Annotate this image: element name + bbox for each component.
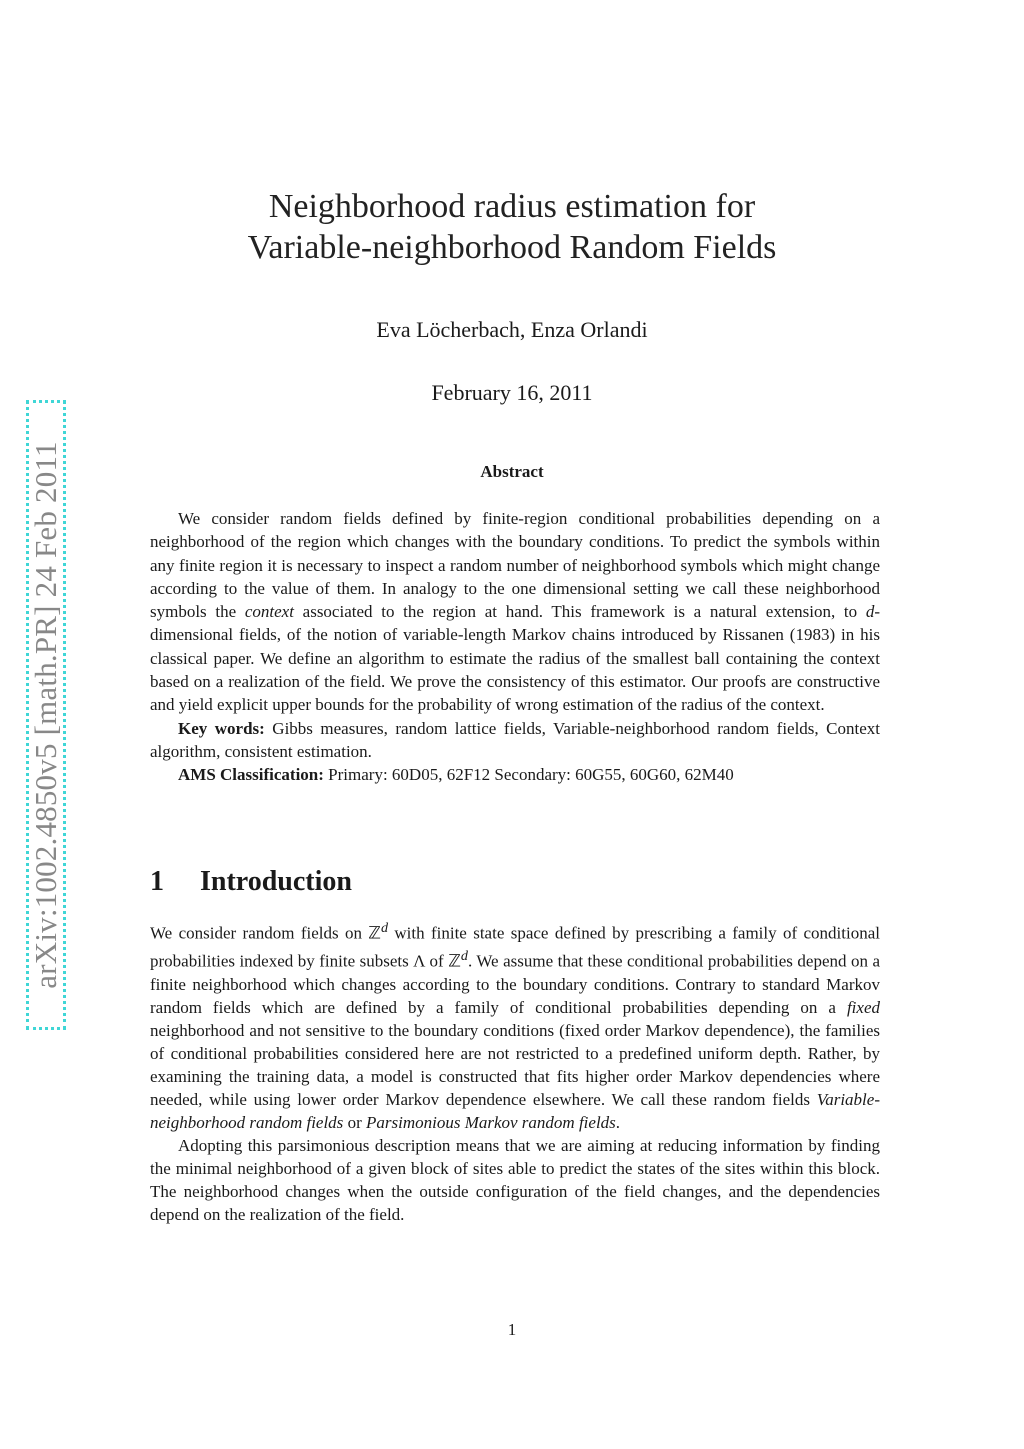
introduction-body — [150, 917, 880, 1227]
title-line-2: Variable-neighborhood Random Fields — [247, 229, 777, 266]
intro-text: with finite state space defined by prescribing a family of conditional probabilities indexed by finite subsets Λ of — [150, 923, 880, 971]
abstract-body — [150, 507, 880, 787]
abstract-heading: Abstract — [480, 462, 544, 481]
keywords-text: Gibbs measures, random lattice fields, Variable-neighborhood random fields, Context algorithm, consistent estimation. — [150, 718, 880, 761]
math-Z: ℤ — [448, 951, 461, 971]
date: February 16, 2011 — [431, 380, 593, 405]
section-number: 1 — [150, 866, 164, 897]
authors: Eva Löcherbach, Enza Orlandi — [376, 317, 648, 342]
emphasis-vnrf: Variable-neighborhood random fields — [150, 1089, 880, 1133]
math-d: d — [380, 920, 389, 936]
abstract-paragraph — [150, 507, 880, 717]
emphasis-fixed: fixed — [846, 997, 880, 1017]
intro-text: . — [615, 1113, 621, 1133]
intro-text: We consider random fields on — [150, 923, 369, 943]
intro-paragraph-1 — [150, 917, 880, 1134]
paper-title — [0, 186, 1024, 268]
title-line-1: Neighborhood radius estimation for — [268, 188, 756, 225]
section-heading — [150, 866, 352, 898]
abstract-text: associated to the region at hand. This framework is a natural extension, to — [293, 602, 866, 622]
ams-label: AMS Classification: — [178, 765, 324, 785]
abstract-text: We consider random fields defined by finite-region conditional probabilities depending on a neighborhood of the region which changes with the boundary conditions. To predict the symbols within any finite region it is necessary to inspect a random number of neighborhood symbols which might change according to the value of them. In analogy to the one dimensional setting we call these neighborhood symbols the — [150, 509, 880, 622]
arxiv-stamp — [26, 400, 66, 1030]
math-Z: ℤ — [368, 923, 381, 943]
ams-classification — [150, 763, 880, 786]
emphasis-pmrf: Parsimonious Markov random fields — [365, 1113, 616, 1133]
keywords — [150, 717, 880, 764]
intro-text: or — [343, 1113, 366, 1133]
keywords-label: Key words: — [178, 718, 265, 738]
page-number: 1 — [507, 1320, 517, 1339]
abstract-math-d: d — [865, 602, 875, 622]
abstract-emphasis-context: context — [244, 602, 294, 622]
abstract-text: -dimensional fields, of the notion of variable-length Markov chains introduced by Rissanen (1983) in his classical paper. We define an algorithm to estimate the radius of the smallest ball containing the context based on a realization of the field. We prove the consistency of this estimator. Our proofs are constructive and yield explicit upper bounds for the probability of wrong estimation of the radius of the context. — [150, 602, 880, 715]
arxiv-identifier: arXiv:1002.4850v5 [math.PR] 24 Feb 2011 — [28, 441, 63, 989]
intro-paragraph-2: Adopting this parsimonious description means that we are aiming at reducing information by finding the minimal neighborhood of a given block of sites able to predict the states of the sites within this block. The neighborhood changes when the outside configuration of the field changes, and the dependencies depend on the realization of the field. — [150, 1136, 880, 1225]
intro-text: . We assume that these conditional probabilities depend on a finite neighborhood which changes according to the boundary conditions. Contrary to standard Markov random fields which are defined by a family of conditional probabilities depending on a — [150, 951, 880, 1017]
math-d: d — [460, 947, 468, 964]
intro-text: neighborhood and not sensitive to the boundary conditions (fixed order Markov dependence), the families of conditional probabilities considered here are not restricted to a predefined uniform depth. Rather, by examining the training data, a model is constructed that fits higher order Markov dependencies where needed, while using lower order Markov dependence elsewhere. We call these random fields — [150, 1020, 880, 1109]
section-title: Introduction — [200, 866, 352, 897]
ams-text: Primary: 60D05, 62F12 Secondary: 60G55, 60G60, 62M40 — [323, 765, 734, 785]
